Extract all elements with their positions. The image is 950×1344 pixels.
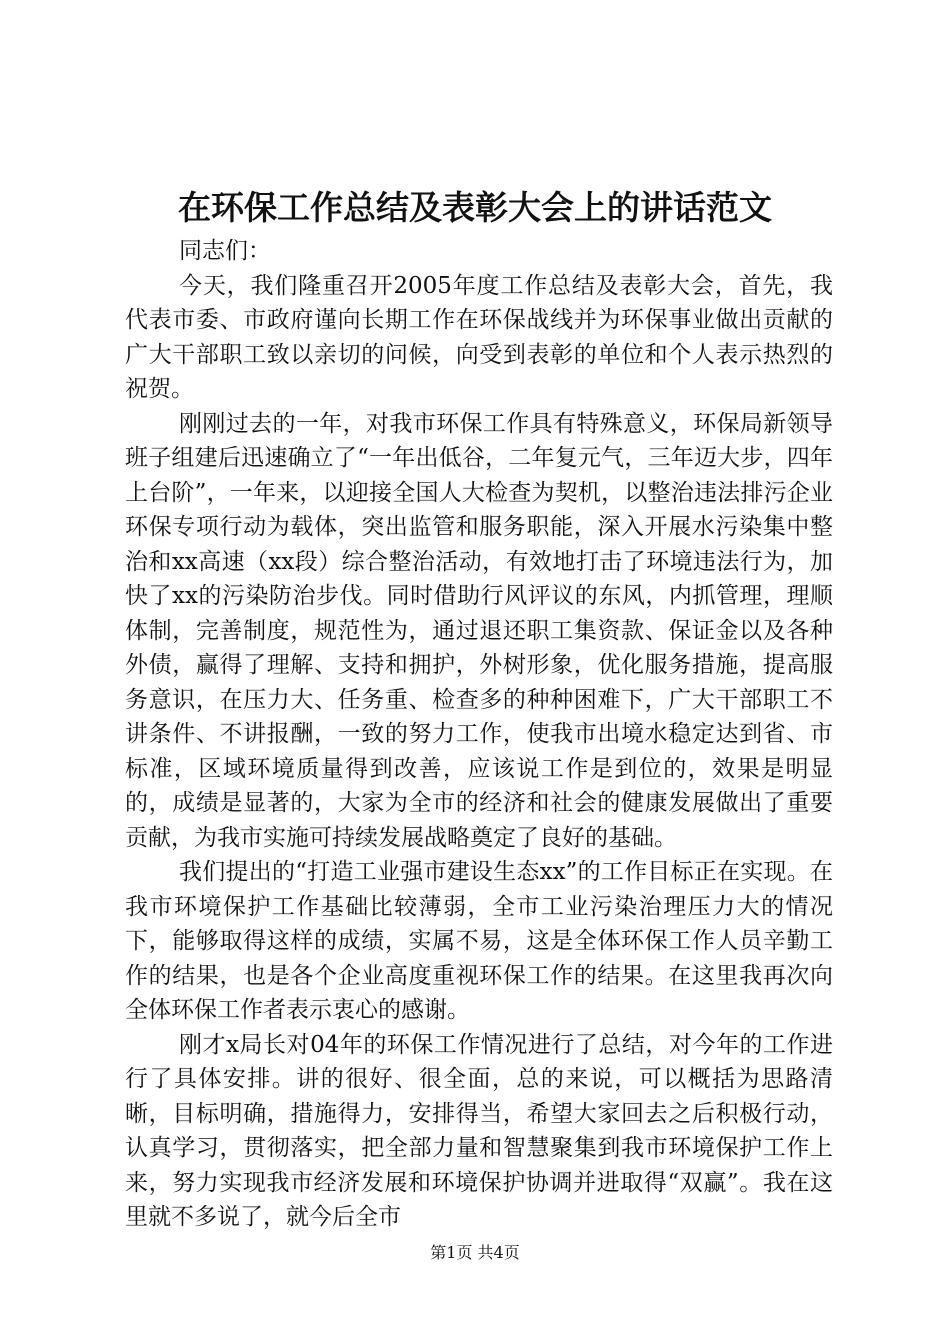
document-title: 在环保工作总结及表彰大会上的讲话范文	[178, 188, 772, 227]
page-footer: 第1页 共4页	[430, 1243, 520, 1262]
paragraph-3: 我们提出的“打造工业强市建设生态xx”的工作目标正在实现。在我市环境保护工作基础比较薄弱，全市工业污染治理压力大的情况下，能够取得这样的成绩，实属不易，这是全体环保工作人员辛勤工作的结果，也是各个企业高度重视环保工作的结果。在这里我再次向全体环保工作者表示衷心的感谢。	[125, 859, 833, 1023]
paragraph-1: 今天，我们隆重召开2005年度工作总结及表彰大会，首先，我代表市委、市政府谨向长期工作在环保战线并为环保事业做出贡献的广大干部职工致以亲切的问候，向受到表彰的单位和个人表示热烈的祝贺。	[125, 272, 833, 402]
document-body	[125, 234, 833, 1235]
paragraph-2: 刚刚过去的一年，对我市环保工作具有特殊意义，环保局新领导班子组建后迅速确立了“一年出低谷，二年复元气，三年迈大步，四年上台阶”，一年来，以迎接全国人大检查为契机，以整治违法排污企业环保专项行动为载体，突出监管和服务职能，深入开展水污染集中整治和xx高速（xx段）综合整治活动，有效地打击了环境违法行为，加快了xx的污染防治步伐。同时借助行风评议的东风，内抓管理，理顺体制，完善制度，规范性为，通过退还职工集资款、保证金以及各种外债，赢得了理解、支持和拥护，外树形象，优化服务措施，提高服务意识，在压力大、任务重、检查多的种种困难下，广大干部职工不讲条件、不讲报酬，一致的努力工作，使我市出境水稳定达到省、市标准，区域环境质量得到改善，应该说工作是到位的，效果是明显的，成绩是显著的，大家为全市的经济和社会的健康发展做出了重要贡献，为我市实施可持续发展战略奠定了良好的基础。	[125, 410, 833, 851]
paragraph-4: 刚才x局长对04年的环保工作情况进行了总结，对今年的工作进行了具体安排。讲的很好、很全面，总的来说，可以概括为思路清晰，目标明确，措施得力，安排得当，希望大家回去之后积极行动，认真学习，贯彻落实，把全部力量和智慧聚集到我市环境保护工作上来，努力实现我市经济发展和环境保护协调并进取得“双赢”。我在这里就不多说了，就今后全市	[125, 1031, 833, 1230]
salutation: 同志们：	[179, 238, 272, 264]
